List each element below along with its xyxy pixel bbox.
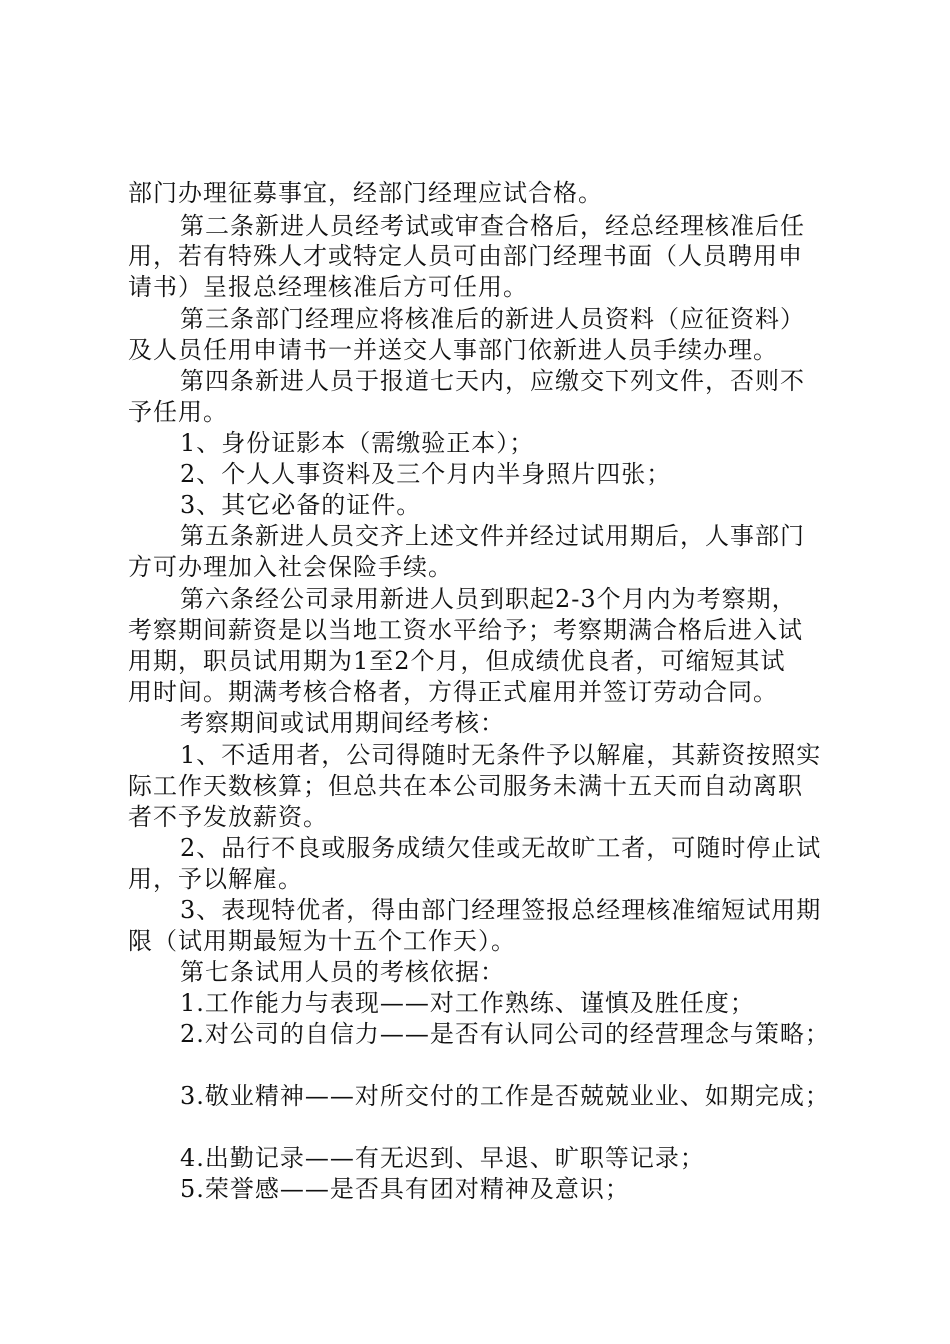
text-line: 1.工作能力与表现——对工作熟练、谨慎及胜任度； (180, 989, 755, 1017)
text-line: 1、身份证影本（需缴验正本）； (180, 429, 535, 457)
text-line: 用时间。期满考核合格者，方得正式雇用并签订劳动合同。 (128, 678, 778, 706)
text-line: 用，若有特殊人才或特定人员可由部门经理书面（人员聘用申 (128, 242, 803, 270)
text-line: 5.荣誉感——是否具有团对精神及意识； (180, 1175, 630, 1203)
text-line: 2.对公司的自信力——是否有认同公司的经营理念与策略； (180, 1020, 830, 1048)
text-line: 方可办理加入社会保险手续。 (128, 553, 453, 581)
text-line: 予任用。 (128, 398, 228, 426)
text-line: 3、表现特优者，得由部门经理签报总经理核准缩短试用期 (180, 896, 822, 924)
text-line: 者不予发放薪资。 (128, 803, 328, 831)
text-line: 3、其它必备的证件。 (180, 491, 422, 519)
text-line: 请书）呈报总经理核准后方可任用。 (128, 273, 528, 301)
text-line: 1、不适用者，公司得随时无条件予以解雇，其薪资按照实 (180, 741, 822, 769)
text-line: 用期，职员试用期为1至2个月，但成绩优良者，可缩短其试 (128, 647, 786, 675)
text-line: 限（试用期最短为十五个工作天）。 (128, 927, 516, 955)
text-line: 及人员任用申请书一并送交人事部门依新进人员手续办理。 (128, 336, 778, 364)
text-line: 考察期间或试用期间经考核： (180, 709, 505, 737)
text-line: 3.敬业精神——对所交付的工作是否兢兢业业、如期完成； (180, 1082, 830, 1110)
text-line: 际工作天数核算；但总共在本公司服务未满十五天而自动离职 (128, 772, 803, 800)
text-line: 2、个人人事资料及三个月内半身照片四张； (180, 460, 672, 488)
text-line: 4.出勤记录——有无迟到、早退、旷职等记录； (180, 1144, 705, 1172)
text-line: 考察期间薪资是以当地工资水平给予；考察期满合格后进入试 (128, 616, 803, 644)
text-line: 2、品行不良或服务成绩欠佳或无故旷工者，可随时停止试 (180, 834, 822, 862)
text-line: 部门办理征募事宜，经部门经理应试合格。 (128, 179, 603, 207)
text-line: 第六条经公司录用新进人员到职起2-3个月内为考察期， (180, 585, 797, 613)
text-line: 用，予以解雇。 (128, 865, 303, 893)
text-line: 第三条部门经理应将核准后的新进人员资料（应征资料） (180, 305, 805, 333)
text-line: 第四条新进人员于报道七天内，应缴交下列文件，否则不 (180, 367, 805, 395)
text-line: 第五条新进人员交齐上述文件并经过试用期后，人事部门 (180, 522, 805, 550)
text-line: 第七条试用人员的考核依据： (180, 958, 505, 986)
text-line: 第二条新进人员经考试或审查合格后，经总经理核准后任 (180, 212, 805, 240)
